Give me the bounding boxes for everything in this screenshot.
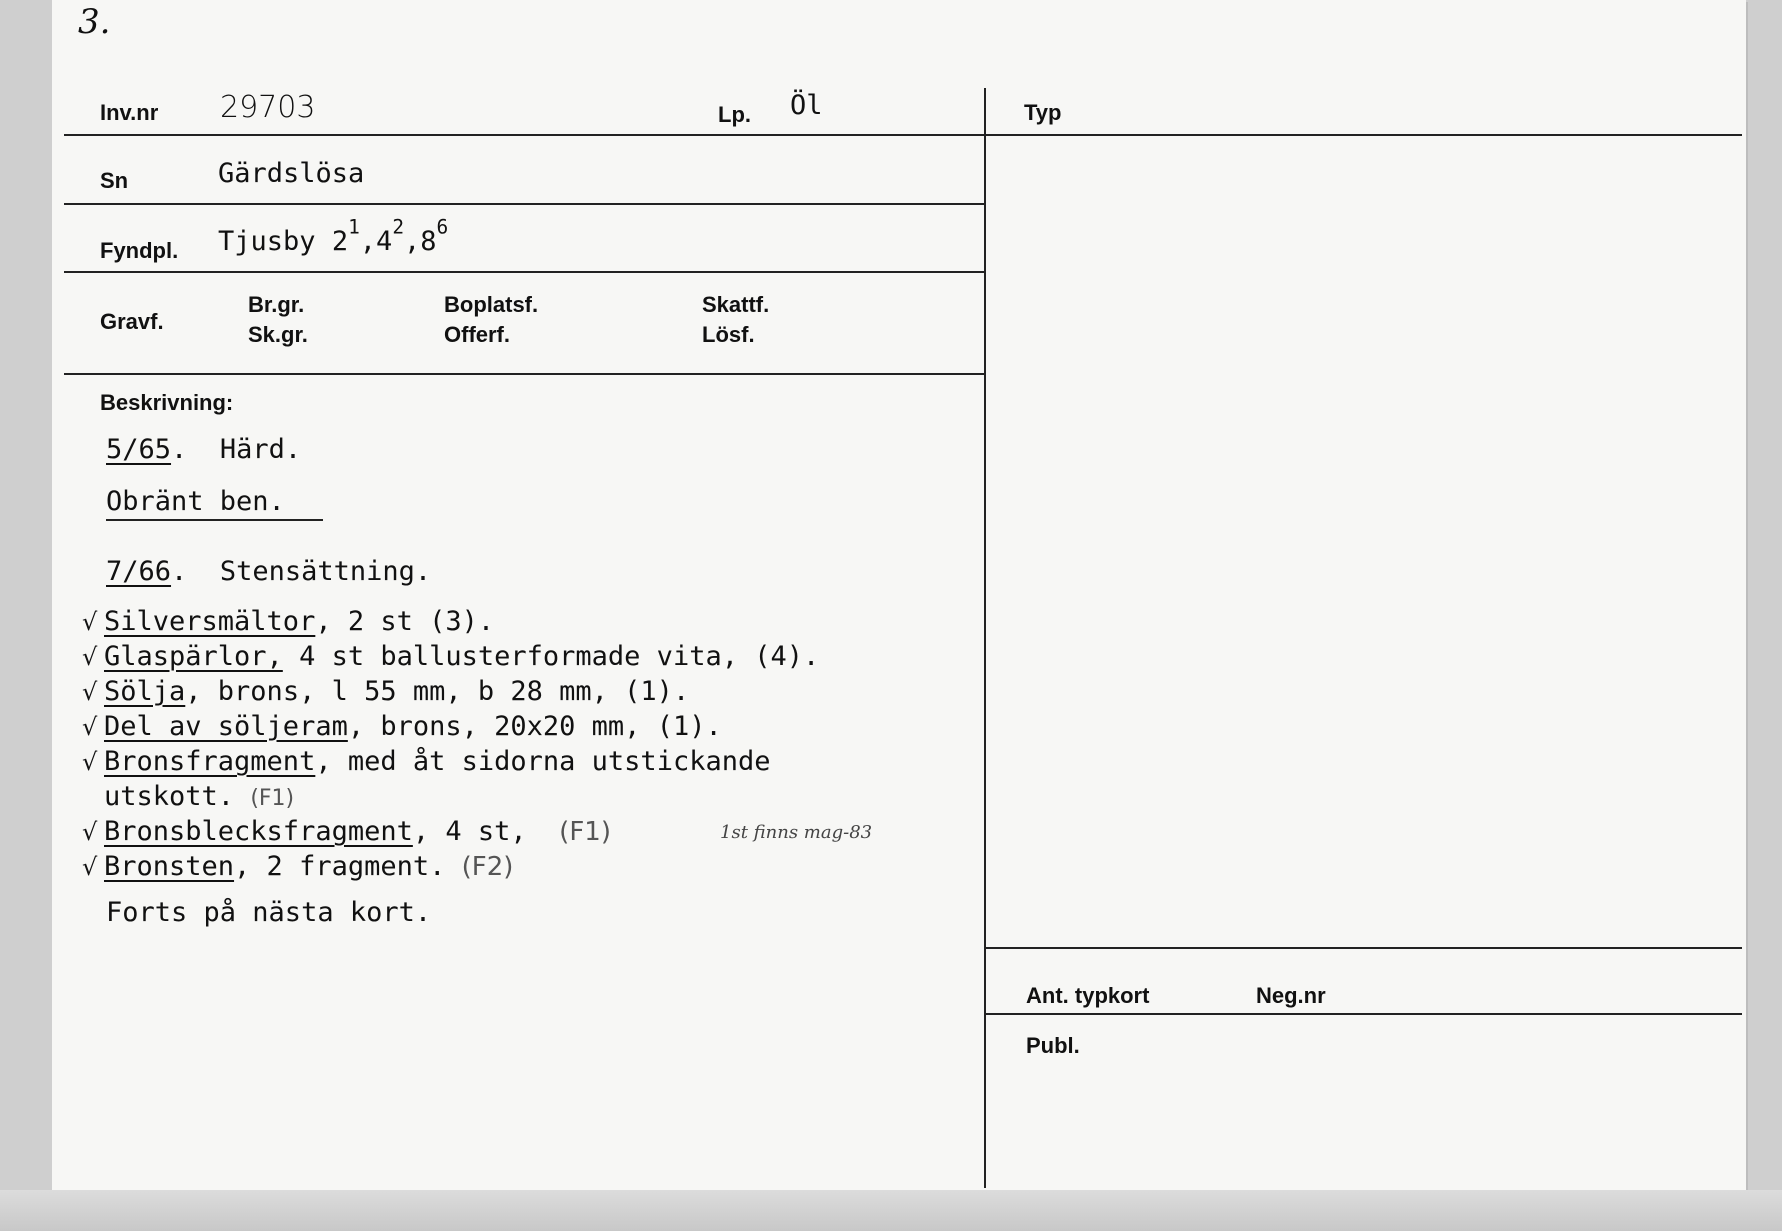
column-divider [984, 88, 986, 1188]
entry-2-heading [106, 556, 431, 587]
pencil-note: (F1) [250, 786, 295, 811]
entry-2-dot: . [171, 556, 188, 587]
item-term: Bronsfragment [104, 746, 316, 777]
rule-typ [986, 134, 1742, 136]
pencil-note: (F1) [559, 817, 611, 847]
rule-sn [64, 203, 984, 205]
entry-1-line-2 [106, 486, 323, 517]
item-text: , 2 fragment. [234, 851, 446, 882]
sn-value: Gärdslösa [218, 158, 365, 189]
fyndpl-label: Fyndpl. [100, 238, 179, 263]
rule-fyndpl [64, 271, 984, 273]
corner-number: 3. [78, 2, 111, 42]
check-mark: √ [82, 678, 98, 706]
item-text: , brons, 20x20 mm, (1). [347, 711, 722, 742]
publ-label: Publ. [1026, 1033, 1080, 1058]
fyndpl-number: 8 [420, 226, 437, 257]
catalogue-card [52, 0, 1746, 1190]
lp-value: Öl [790, 90, 823, 121]
typ-label: Typ [1024, 100, 1062, 125]
losf-label: Lösf. [702, 322, 755, 347]
fyndpl-sup: 6 [436, 215, 449, 239]
item-line [106, 781, 294, 812]
check-mark: √ [82, 748, 98, 776]
brgr-label: Br.gr. [248, 292, 305, 317]
continued-note: Forts på nästa kort. [106, 897, 432, 928]
beskrivning-label: Beskrivning: [100, 390, 234, 415]
item-line [82, 606, 495, 637]
margin-note: 1st finns mag-83 [720, 822, 873, 843]
skattf-label: Skattf. [702, 292, 770, 317]
rule-inv [64, 134, 984, 136]
item-text: , 2 st (3). [315, 606, 495, 637]
entry-2-ref: 7/66 [106, 556, 172, 587]
item-term: Del av söljeram [104, 711, 348, 742]
check-mark: √ [82, 608, 98, 636]
fyndpl-value: Tjusby $2^1,4^2,8^6$ [218, 215, 449, 257]
inv-nr-label: Inv.nr [100, 100, 159, 125]
background-strip [0, 1190, 1782, 1231]
fyndpl-number: 2 [331, 226, 349, 257]
entry-1-title: Härd. [219, 434, 302, 465]
item-text: , 4 st, [412, 816, 527, 847]
item-term: Bronsten [104, 851, 235, 882]
entry-1-ref: 5/65 [106, 434, 172, 465]
item-line [82, 711, 722, 742]
item-term: Glaspärlor, [104, 641, 283, 672]
boplatsf-label: Boplatsf. [444, 292, 539, 317]
sn-label: Sn [100, 168, 129, 193]
item-term: Sölja [104, 676, 186, 707]
inv-nr-value: 29703 [220, 90, 316, 125]
item-text: , med åt sidorna utstickande [315, 746, 771, 777]
item-line [82, 816, 611, 847]
item-text: utskott. [104, 781, 235, 812]
item-line [82, 746, 771, 777]
skgr-label: Sk.gr. [248, 322, 308, 347]
check-mark: √ [82, 643, 98, 671]
item-text: 4 st ballusterformade vita, (4). [282, 641, 820, 672]
item-text: , brons, l 55 mm, b 28 mm, (1). [185, 676, 690, 707]
rule-ant-top [986, 947, 1742, 949]
ant-typkort-label: Ant. typkort [1026, 983, 1150, 1008]
item-term: Silversmältor [104, 606, 316, 637]
rule-gravf [64, 373, 984, 375]
offerf-label: Offerf. [444, 322, 510, 347]
entry-2-title: Stensättning. [219, 556, 432, 587]
check-mark: √ [82, 713, 98, 741]
fyndpl-place: Tjusby [218, 226, 316, 257]
item-term: Bronsblecksfragment [104, 816, 413, 847]
entry-1-heading [106, 434, 301, 465]
entry-1-line-2-text: Obränt ben. [106, 486, 323, 521]
neg-nr-label: Neg.nr [1256, 983, 1326, 1008]
pencil-note: (F2) [461, 852, 514, 882]
fyndpl-sup: 1 [348, 215, 360, 239]
item-line [82, 676, 690, 707]
item-line [82, 641, 820, 672]
check-mark: √ [82, 853, 98, 881]
gravf-label: Gravf. [100, 309, 164, 334]
check-mark: √ [82, 818, 98, 846]
rule-ant-bottom [986, 1013, 1742, 1015]
fyndpl-sup: 2 [392, 215, 405, 239]
fyndpl-number: 4 [376, 226, 393, 257]
lp-label: Lp. [718, 102, 751, 127]
item-line [82, 851, 514, 882]
entry-1-dot: . [171, 434, 188, 465]
